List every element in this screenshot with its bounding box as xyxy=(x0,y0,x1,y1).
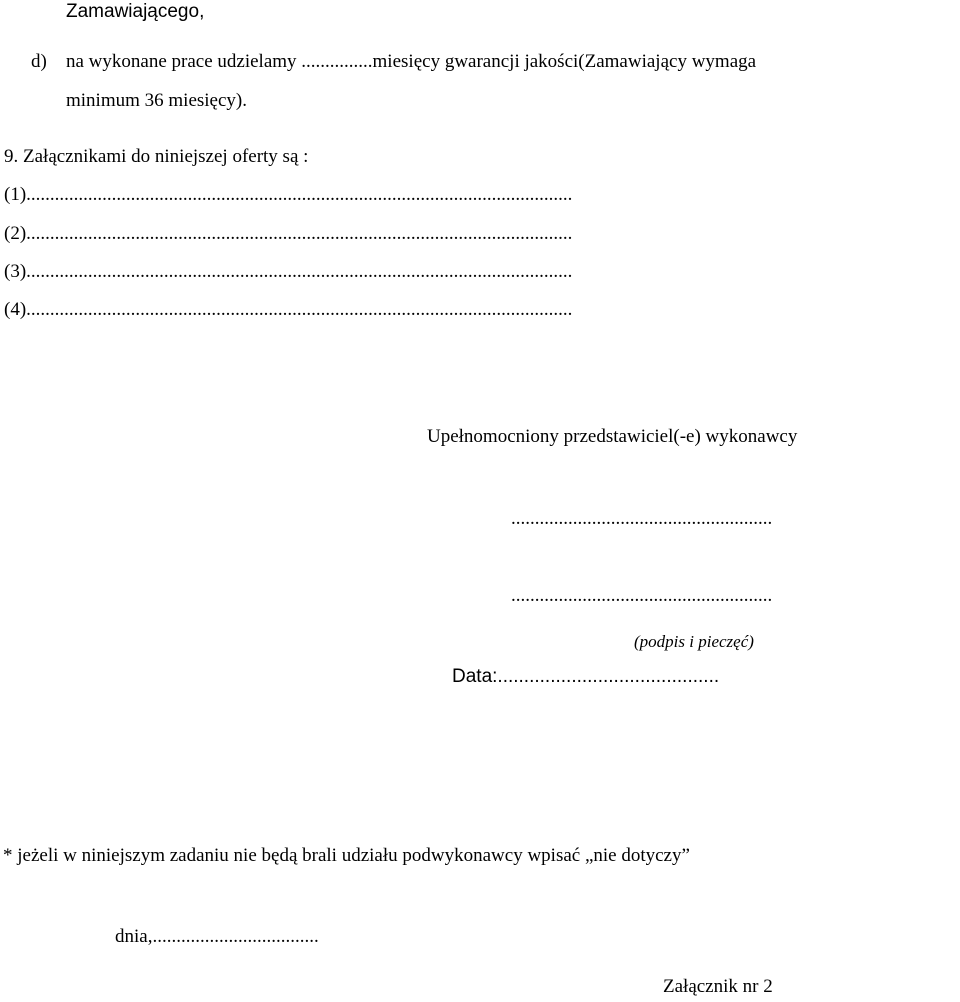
attachment-line-1: (1)................................................................................................................... xyxy=(4,184,573,205)
dnia-line: dnia,................................... xyxy=(115,926,319,947)
signature-caption: (podpis i pieczęć) xyxy=(634,632,754,651)
attachment-title: Załącznik nr 2 xyxy=(663,976,773,997)
item-d-label: d) xyxy=(31,51,47,72)
item-d-continuation: minimum 36 miesięcy). xyxy=(66,90,248,111)
representative-label: Upełnomocniony przedstawiciel(-e) wykonawcy xyxy=(427,426,798,447)
date-line: Data:.......................................... xyxy=(452,666,720,687)
attachment-line-4: (4)................................................................................................................... xyxy=(4,299,573,320)
footnote: * jeżeli w niniejszym zadaniu nie będą brali udziału podwykonawcy wpisać „nie dotyczy” xyxy=(3,845,690,866)
item-d-text: na wykonane prace udzielamy ...............miesięcy gwarancji jakości(Zamawiający wymaga xyxy=(66,51,757,72)
attachment-line-2: (2)................................................................................................................... xyxy=(4,223,573,244)
signature-line-1: ....................................................... xyxy=(511,508,773,529)
attachment-line-3: (3)................................................................................................................... xyxy=(4,261,573,282)
section-9-heading: 9. Załącznikami do niniejszej oferty są : xyxy=(4,146,309,167)
text-zamawiajacego: Zamawiającego, xyxy=(66,1,205,22)
signature-line-2: ....................................................... xyxy=(511,585,773,606)
